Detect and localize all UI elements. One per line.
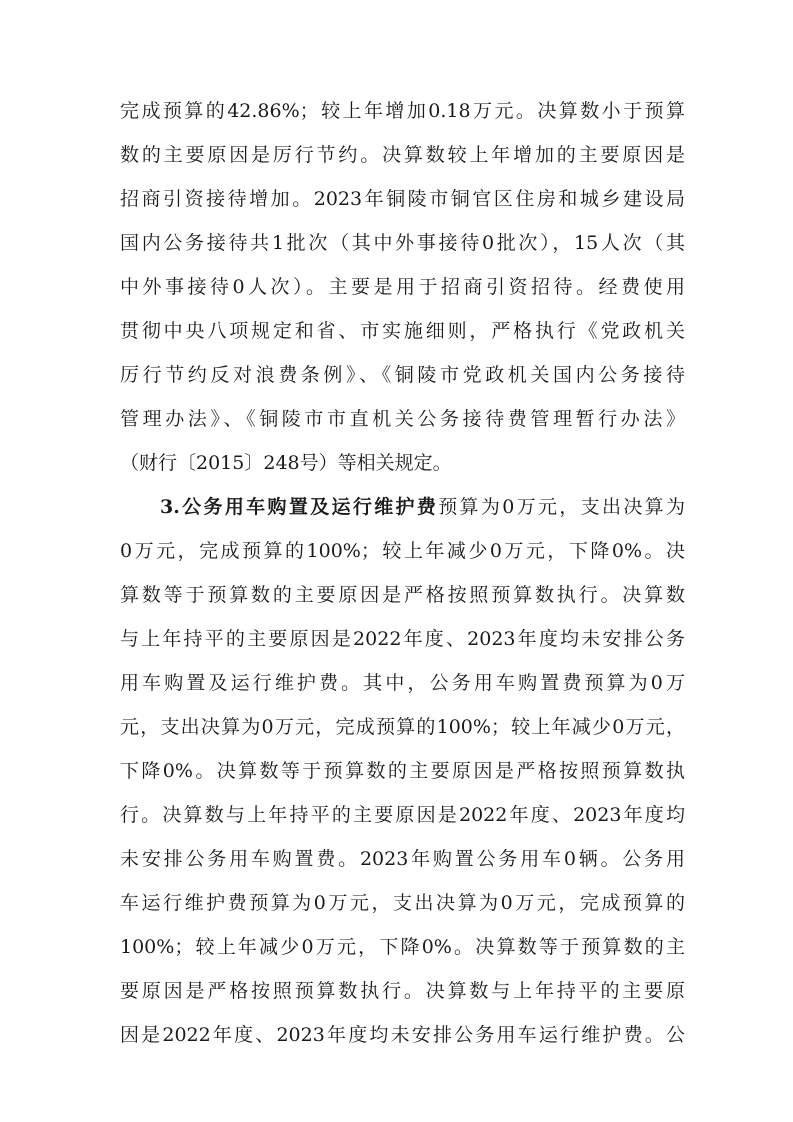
text-line: 招商引资接待增加。2023年铜陵市铜官区住房和城乡建设局 <box>120 188 685 210</box>
text-line: 算数等于预算数的主要原因是严格按照预算数执行。决算数 <box>120 584 685 606</box>
text-line: 100%；较上年减少0万元，下降0%。决算数等于预算数的主 <box>120 936 685 958</box>
text-line: 中外事接待0人次）。主要是用于招商引资招待。经费使用 <box>120 276 685 298</box>
text-line: 厉行节约反对浪费条例》、《铜陵市党政机关国内公务接待 <box>120 364 685 386</box>
text-line: 行。决算数与上年持平的主要原因是2022年度、2023年度均 <box>120 804 685 826</box>
text-line: 元，支出决算为0万元，完成预算的100%；较上年减少0万元， <box>120 716 685 738</box>
text-line: 未安排公务用车购置费。2023年购置公务用车0辆。公务用 <box>120 848 685 870</box>
text-line: 用车购置及运行维护费。其中，公务用车购置费预算为0万 <box>120 672 685 694</box>
text-line: （财行〔2015〕248号）等相关规定。 <box>120 452 452 474</box>
text-line: 车运行维护费预算为0万元，支出决算为0万元，完成预算的 <box>120 892 685 914</box>
text-line: 贯彻中央八项规定和省、市实施细则，严格执行《党政机关 <box>120 320 685 342</box>
text-line: 与上年持平的主要原因是2022年度、2023年度均未安排公务 <box>120 628 685 650</box>
section-heading-rest: 预算为0万元，支出决算为 <box>438 496 685 518</box>
text-line: 下降0%。决算数等于预算数的主要原因是严格按照预算数执 <box>120 760 685 782</box>
text-line: 因是2022年度、2023年度均未安排公务用车运行维护费。公 <box>120 1024 685 1046</box>
section-heading: 3.公务用车购置及运行维护费 <box>160 496 439 518</box>
text-line: 完成预算的42.86%；较上年增加0.18万元。决算数小于预算 <box>120 100 685 122</box>
text-line: 国内公务接待共1批次（其中外事接待0批次），15人次（其 <box>120 232 685 254</box>
section-first-line <box>160 492 685 522</box>
text-line: 管理办法》、《铜陵市市直机关公务接待费管理暂行办法》 <box>120 408 685 430</box>
text-line: 数的主要原因是厉行节约。决算数较上年增加的主要原因是 <box>120 144 685 166</box>
text-line: 要原因是严格按照预算数执行。决算数与上年持平的主要原 <box>120 980 685 1002</box>
text-line: 0万元，完成预算的100%；较上年减少0万元，下降0%。决 <box>120 540 685 562</box>
